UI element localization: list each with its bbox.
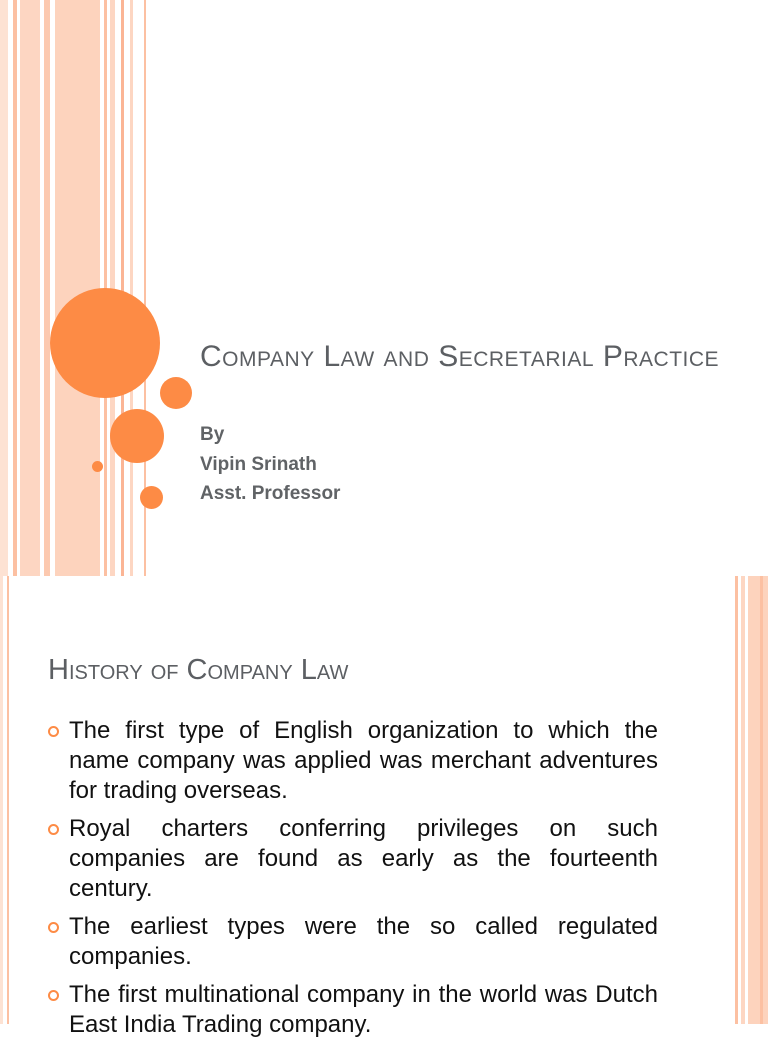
decor-stripe [121,0,124,576]
decor-stripe [13,0,17,576]
small-circle [160,377,192,409]
decor-stripe [735,576,738,1024]
bullet-list [46,716,658,1048]
bullet-icon [48,922,59,933]
tiny-circle [92,461,103,472]
by-label: By [200,424,225,445]
author-name: Vipin Srinath [200,454,317,475]
decor-stripe [0,0,8,576]
presentation-title: Company Law and Secretarial Practice [200,340,720,373]
decor-stripe [7,576,9,1024]
list-item: The earliest types were the so called regulated companies. [46,912,658,972]
list-item: The first multinational company in the world was Dutch East India Trading company. [46,980,658,1040]
bullet-icon [48,990,59,1001]
large-circle [50,288,160,398]
author-designation: Asst. Professor [200,483,341,504]
list-item: The first type of English organization to which the name company was applied was merchant adventures for trading overseas. [46,716,658,806]
decor-stripe [44,0,50,576]
decor-stripe [760,576,763,1024]
content-slide [0,576,768,1038]
bullet-icon [48,726,59,737]
decor-stripe [0,576,3,1024]
medium-circle [110,409,164,463]
decor-stripe [741,576,745,1024]
small-circle [140,486,163,509]
decor-stripe [130,0,133,576]
bullet-icon [48,824,59,835]
decor-stripe [20,0,40,576]
decor-stripe [748,576,768,1024]
slide-heading: History of Company Law [48,654,349,686]
list-item: Royal charters conferring privileges on such companies are found as early as the fourteenth century. [46,814,658,904]
decor-stripe [55,0,100,576]
